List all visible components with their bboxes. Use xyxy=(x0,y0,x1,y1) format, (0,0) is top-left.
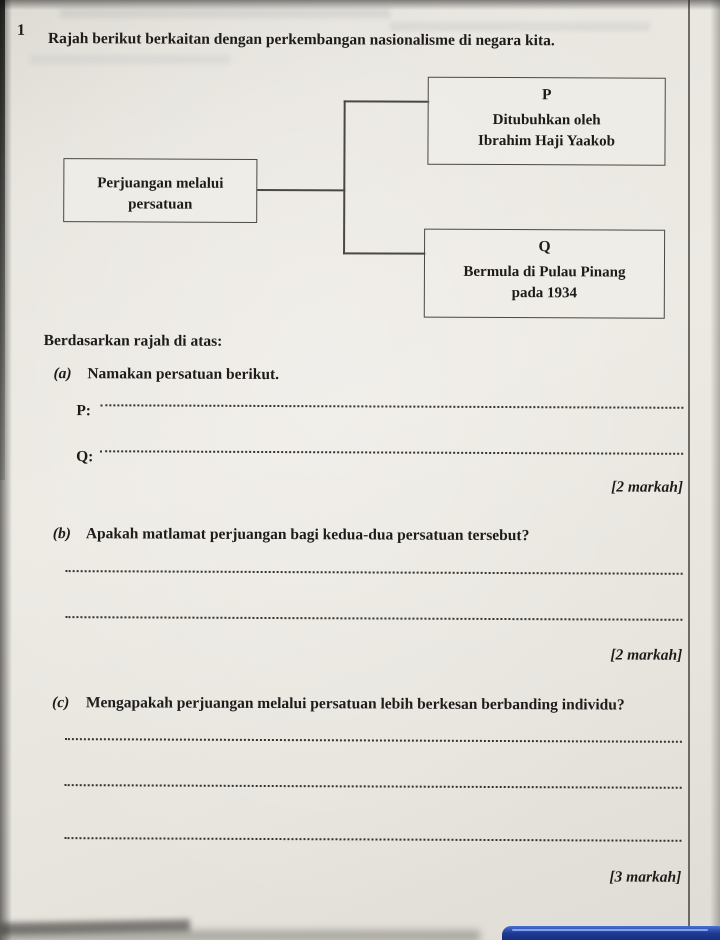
question-c-text: Mengapakah perjuangan melalui persatuan lebih berkesan berbanding individu? xyxy=(85,694,625,714)
blue-pen-highlight xyxy=(512,929,708,931)
question-number: 1 xyxy=(16,21,26,39)
box-left-line1: Perjuangan melalui xyxy=(97,175,224,192)
connector-line xyxy=(256,189,345,191)
diagram-box-perjuangan xyxy=(63,158,257,223)
marks-c: [3 markah] xyxy=(609,868,682,886)
marks-a: [2 markah] xyxy=(611,478,684,496)
answer-line-c2 xyxy=(65,784,682,789)
answer-line-c1 xyxy=(65,738,682,743)
box-left-line2: persatuan xyxy=(128,196,193,213)
scan-edge-top xyxy=(0,0,720,10)
scan-edge-right xyxy=(710,0,720,940)
question-intro-text: Rajah berikut berkaitan dengan perkembangan nasionalisme di negara kita. xyxy=(47,30,555,50)
answer-q-label: Q: xyxy=(76,448,94,466)
box-q-label: Q xyxy=(538,238,551,256)
box-p-line1: Ditubuhkan oleh xyxy=(492,111,601,129)
box-p-label: P xyxy=(541,86,552,104)
box-q-text xyxy=(425,262,664,305)
marks-b: [2 markah] xyxy=(610,646,683,664)
diagram-box-q xyxy=(424,229,665,319)
question-b-label: (b) xyxy=(52,525,71,543)
box-p-text xyxy=(428,110,664,153)
based-on-diagram-text: Berdasarkan rajah di atas: xyxy=(43,332,223,350)
question-c xyxy=(52,694,682,715)
answer-line-q xyxy=(100,450,683,455)
question-c-label: (c) xyxy=(52,694,70,712)
connector-line xyxy=(344,100,430,102)
box-p-line2: Ibrahim Haji Yaakob xyxy=(477,132,616,150)
scan-edge-left-dark xyxy=(0,0,5,480)
answer-line-c3 xyxy=(64,837,681,842)
page-margin-rule xyxy=(688,0,690,940)
answer-line-p xyxy=(100,404,683,409)
question-b xyxy=(53,525,673,546)
box-q-line1: Bermula di Pulau Pinang xyxy=(463,263,626,281)
connector-line xyxy=(343,252,426,254)
answer-line-b1 xyxy=(66,570,683,575)
question-a-label: (a) xyxy=(53,365,72,383)
question-a-text: Namakan persatuan berikut. xyxy=(87,365,280,384)
connector-line xyxy=(343,100,346,254)
answer-p-label: P: xyxy=(76,402,92,420)
diagram-box-p xyxy=(427,77,665,166)
question-a xyxy=(53,365,279,384)
box-q-line2: pada 1934 xyxy=(511,285,578,302)
answer-line-b2 xyxy=(65,616,682,621)
question-b-text: Apakah matlamat perjuangan bagi kedua-dua persatuan tersebut? xyxy=(85,525,530,545)
